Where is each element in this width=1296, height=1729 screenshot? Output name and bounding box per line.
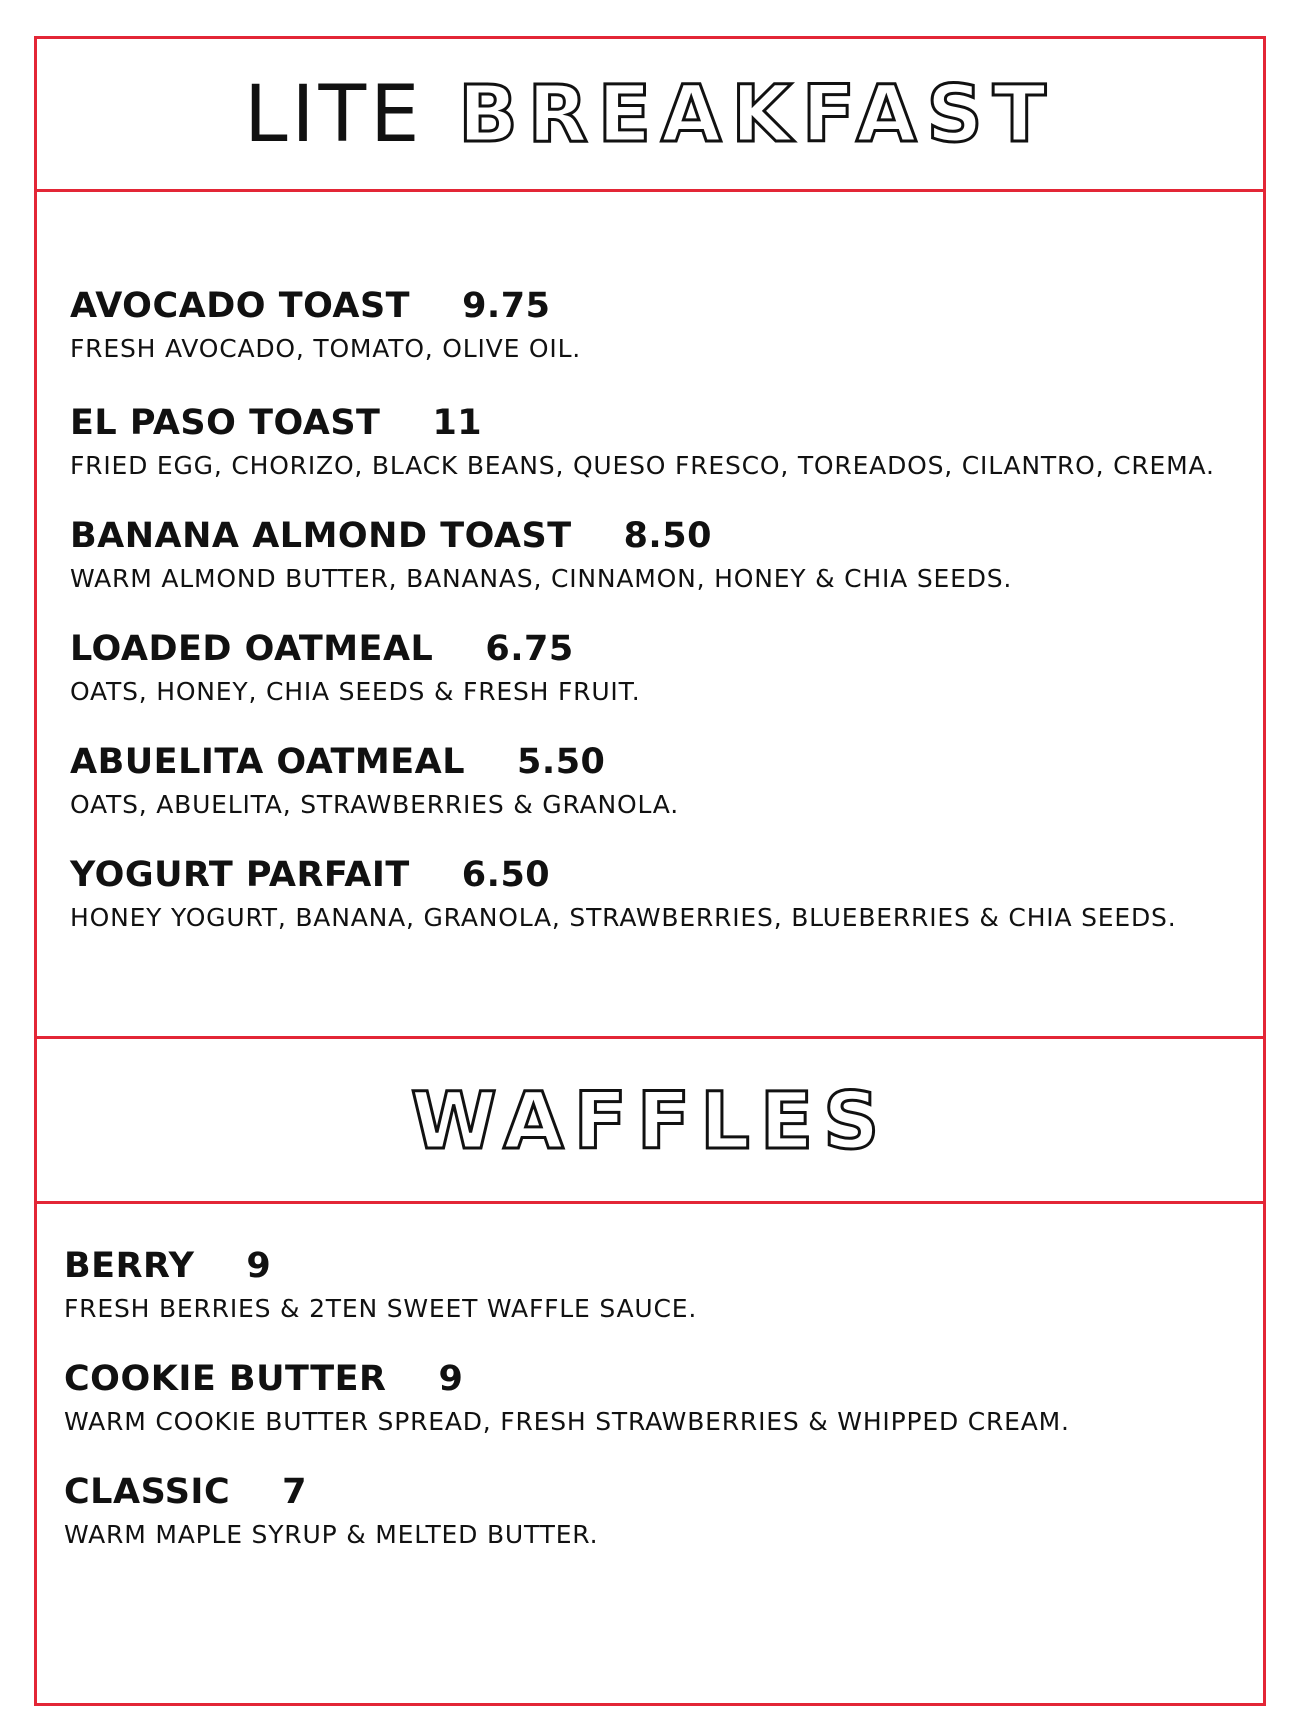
waffles-title — [34, 1077, 1266, 1167]
item-name: LOADED OATMEAL — [70, 629, 434, 669]
item-description: WARM MAPLE SYRUP & MELTED BUTTER. — [64, 1520, 599, 1549]
item-name: ABUELITA OATMEAL — [70, 742, 466, 782]
menu-item — [64, 1246, 1244, 1359]
waffles-title-text: WAFFLES — [410, 1077, 890, 1167]
item-price: 9 — [246, 1246, 272, 1286]
item-price: 5.50 — [517, 742, 606, 782]
item-name: CLASSIC — [64, 1472, 231, 1512]
item-price: 6.50 — [461, 855, 551, 895]
menu-item — [70, 403, 1250, 516]
item-price: 9.75 — [462, 286, 551, 326]
menu-item — [64, 1359, 1244, 1472]
item-price: 8.50 — [623, 516, 712, 556]
item-name: COOKIE BUTTER — [64, 1359, 387, 1399]
lite-breakfast-items — [70, 286, 1250, 968]
waffles-header — [34, 1036, 1266, 1204]
lite-breakfast-title-word2: BREAKFAST — [458, 70, 1056, 160]
item-price: 11 — [432, 403, 483, 443]
menu-item — [70, 286, 1250, 403]
item-name: AVOCADO TOAST — [70, 286, 411, 326]
item-description: OATS, HONEY, CHIA SEEDS & FRESH FRUIT. — [70, 677, 641, 706]
item-description: FRESH AVOCADO, TOMATO, OLIVE OIL. — [70, 334, 582, 363]
item-price: 9 — [438, 1359, 464, 1399]
item-description: OATS, ABUELITA, STRAWBERRIES & GRANOLA. — [70, 790, 679, 819]
item-description: WARM COOKIE BUTTER SPREAD, FRESH STRAWBERRIES & WHIPPED CREAM. — [64, 1407, 1070, 1436]
item-price: 7 — [282, 1472, 307, 1512]
lite-breakfast-title — [34, 70, 1266, 160]
menu-item — [70, 516, 1250, 629]
menu-item — [64, 1472, 1244, 1585]
menu-item — [70, 742, 1250, 855]
waffles-items — [64, 1246, 1244, 1585]
item-description: FRESH BERRIES & 2TEN SWEET WAFFLE SAUCE. — [64, 1294, 698, 1323]
item-name: YOGURT PARFAIT — [70, 855, 410, 895]
menu-item — [70, 855, 1250, 968]
item-description: HONEY YOGURT, BANANA, GRANOLA, STRAWBERRIES, BLUEBERRIES & CHIA SEEDS. — [70, 903, 1177, 932]
lite-breakfast-header — [34, 36, 1266, 192]
menu-item — [70, 629, 1250, 742]
item-description: WARM ALMOND BUTTER, BANANAS, CINNAMON, HONEY & CHIA SEEDS. — [70, 564, 1013, 593]
item-description: FRIED EGG, CHORIZO, BLACK BEANS, QUESO FRESCO, TOREADOS, CILANTRO, CREMA. — [70, 451, 1215, 480]
item-name: BERRY — [64, 1246, 195, 1286]
item-price: 6.75 — [485, 629, 574, 669]
lite-breakfast-title-word1: LITE — [244, 70, 424, 160]
item-name: EL PASO TOAST — [70, 403, 381, 443]
item-name: BANANA ALMOND TOAST — [70, 516, 572, 556]
